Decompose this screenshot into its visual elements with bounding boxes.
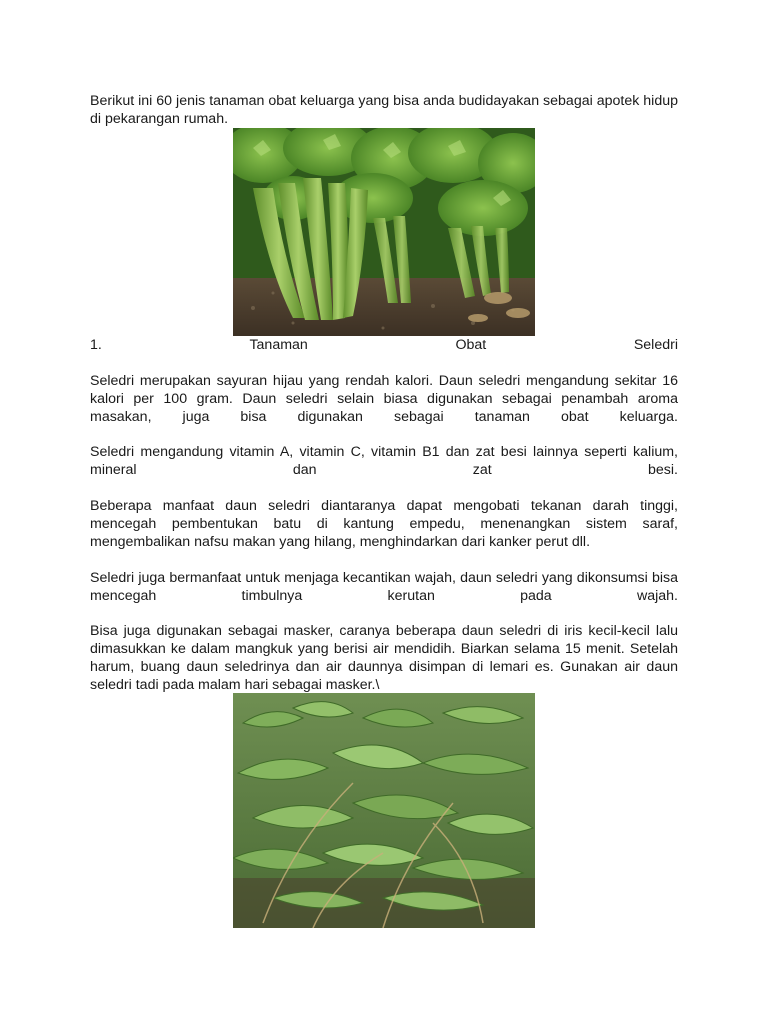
intro-paragraph: Berikut ini 60 jenis tanaman obat keluarga yang bisa anda budidayakan sebagai apotek hidup di pekarangan rumah.	[90, 93, 678, 127]
body-paragraph-1-block	[90, 372, 678, 426]
intro-text-block	[90, 92, 678, 128]
body-paragraph: Bisa juga digunakan sebagai masker, caranya beberapa daun seledri di iris kecil-kecil lalu dimasukkan ke dalam mangkuk yang berisi air mendidih. Biarkan selama 15 menit. Setelah harum, buang daun seledrinya dan air daunnya disimpan di lemari es. Gunakan air daun seledri tadi pada malam hari sebagai masker.\	[90, 623, 678, 693]
celery-photo	[233, 128, 535, 336]
heading-word-seledri: Seledri	[633, 337, 678, 353]
body-paragraph-5-block	[90, 622, 678, 694]
body-paragraph: Seledri mengandung vitamin A, vitamin C, vitamin B1 dan zat besi lainnya seperti kalium, mineral dan zat besi.	[90, 444, 678, 478]
body-paragraph: Beberapa manfaat daun seledri diantaranya dapat mengobati tekanan darah tinggi, mencegah pembentukan batu di kantung empedu, menenangkan sistem saraf, mengembalikan nafsu makan yang hilang, menghindarkan dari kanker perut dll.	[90, 498, 678, 550]
leafy-plant-illustration	[233, 693, 535, 928]
heading-number: 1.	[90, 337, 102, 353]
body-paragraph-3-block	[90, 497, 678, 551]
heading-word-obat: Obat	[455, 337, 487, 353]
heading-word-tanaman: Tanaman	[249, 337, 308, 353]
leafy-plant-photo	[233, 693, 535, 928]
body-paragraph-2-block	[90, 443, 678, 479]
celery-illustration	[233, 128, 535, 336]
body-paragraph: Seledri juga bermanfaat untuk menjaga kecantikan wajah, daun seledri yang dikonsumsi bisa mencegah timbulnya kerutan pada wajah.	[90, 570, 678, 604]
body-paragraph: Seledri merupakan sayuran hijau yang rendah kalori. Daun seledri mengandung sekitar 16 kalori per 100 gram. Daun seledri selain biasa digunakan sebagai penambah aroma masakan, juga bisa digunakan sebagai tanaman obat keluarga.	[90, 373, 678, 425]
section-heading	[90, 336, 678, 354]
body-paragraph-4-block	[90, 569, 678, 605]
